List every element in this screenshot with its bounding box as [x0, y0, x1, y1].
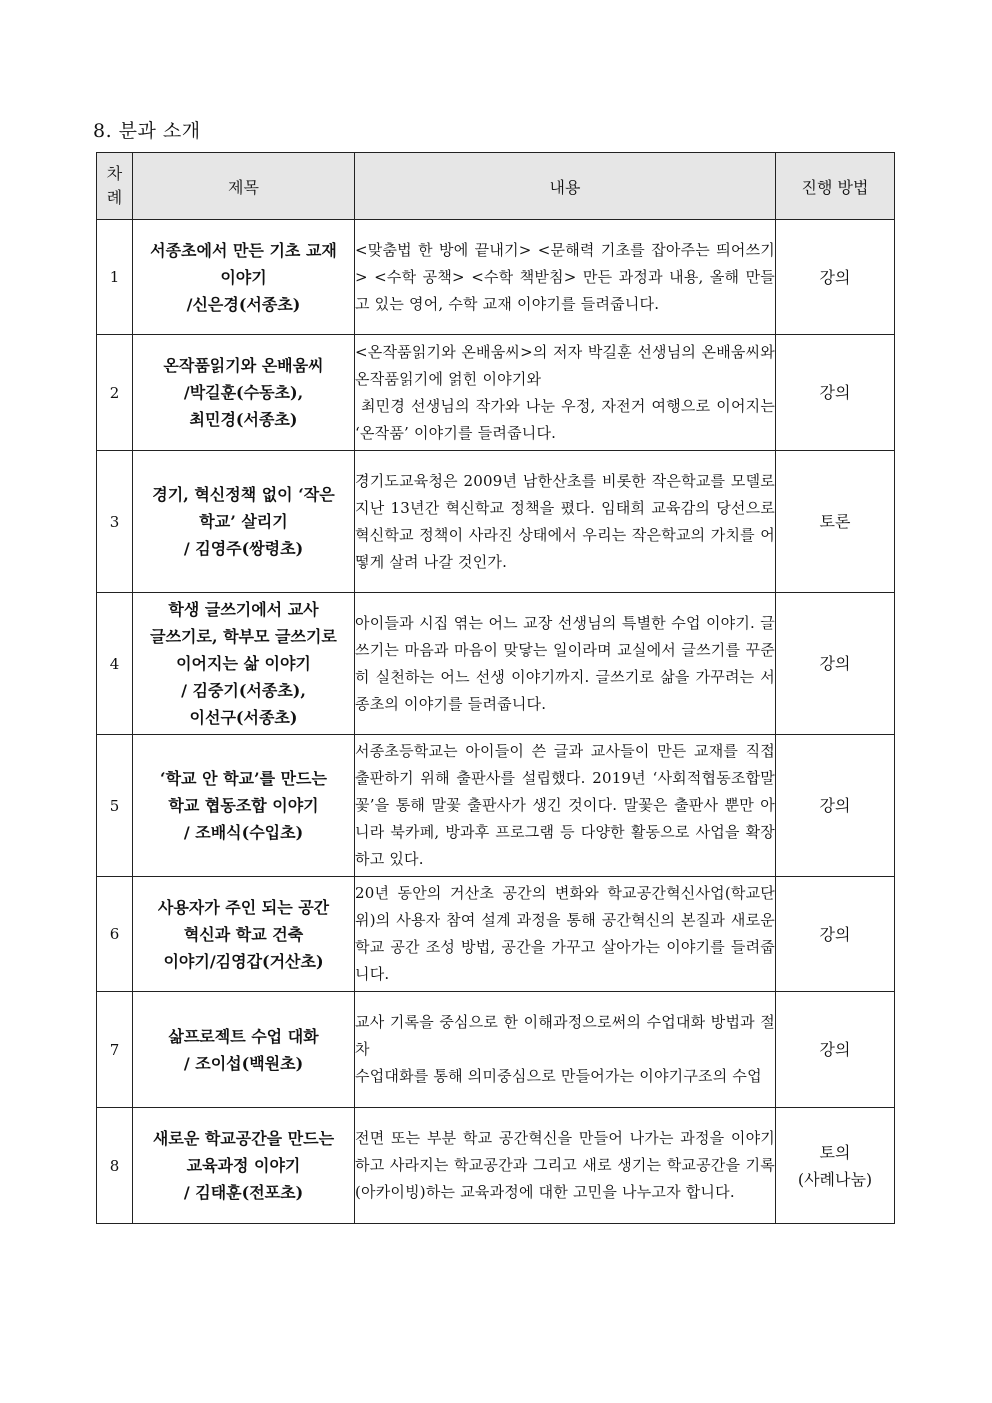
- row-number: 1: [97, 220, 133, 335]
- row-title: [133, 1108, 355, 1224]
- row-title: [133, 451, 355, 593]
- row-number: 2: [97, 335, 133, 451]
- row-title-line: 혁신과 학교 건축: [183, 924, 304, 944]
- row-title-line: 교육과정 이야기: [186, 1156, 301, 1175]
- row-title-line: 최민경(서종초): [189, 410, 298, 429]
- row-title-line: 이선구(서종초): [189, 708, 298, 727]
- table-row: [97, 877, 895, 992]
- row-title: [133, 877, 355, 992]
- row-title-line: 이어지는 삶 이야기: [176, 654, 311, 673]
- row-title-line: 글쓰기로, 학부모 글쓰기로: [150, 627, 337, 646]
- header-content: 내용: [355, 153, 776, 220]
- row-method: [776, 335, 895, 451]
- row-content-paragraph: <맞춤법 한 방에 끝내기> <문해력 기초를 잡아주는 띄어쓰기> <수학 공책> <수학 책받침> 만든 과정과 내용, 올해 만들고 있는 영어, 수학 교재 이야기를 들려줍니다.: [355, 240, 775, 313]
- row-title-line: 온작품읽기와 온배움씨: [163, 356, 324, 375]
- row-title-line: / 조이섭(백원초): [183, 1053, 304, 1073]
- row-title-line: 새로운 학교공간을 만드는: [152, 1129, 335, 1148]
- row-title-line: 학교 협동조합 이야기: [168, 796, 319, 815]
- row-method: [776, 451, 895, 593]
- row-title: [133, 735, 355, 877]
- row-content-paragraph: 수업대화를 통해 의미중심으로 만들어가는 이야기구조의 수업: [355, 1067, 762, 1085]
- row-method-line: (사례나눔): [797, 1169, 873, 1189]
- row-content: [355, 735, 780, 877]
- row-number: 8: [97, 1108, 133, 1224]
- table-row: [97, 220, 895, 335]
- row-method-line: 토의: [819, 1142, 851, 1162]
- row-title: [133, 593, 355, 735]
- row-content: [355, 992, 776, 1108]
- row-title-line: 경기, 혁신정책 없이 ‘작은: [152, 485, 335, 504]
- row-content-paragraph: 아이들과 시집 엮는 어느 교장 선생님의 특별한 수업 이야기. 글쓰기는 마음과 마음이 맞닿는 일이라며 교실에서 글쓰기를 꾸준히 실천하는 어느 선생 이야기까지. 글쓰기로 삶을 가꾸려는 서종초의 이야기를 들려줍니다.: [355, 613, 775, 713]
- row-title-line: / 조배식(수입초): [183, 823, 304, 842]
- row-method-line: 강의: [819, 1040, 851, 1059]
- row-content-paragraph: 교사 기록을 중심으로 한 이해과정으로써의 수업대화 방법과 절차: [355, 1013, 775, 1058]
- session-table: [96, 152, 895, 1224]
- row-content: [355, 877, 780, 992]
- row-title-line: / 김중기(서종초),: [181, 681, 306, 700]
- header-number-line: 례: [106, 188, 123, 207]
- table-row: [97, 451, 895, 593]
- row-title-line: 학생 글쓰기에서 교사: [168, 600, 319, 619]
- row-method: [776, 992, 895, 1108]
- row-content-paragraph: 서종초등학교는 아이들이 쓴 글과 교사들이 만든 교재를 직접 출판하기 위해 출판사를 설립했다. 2019년 ‘사회적협동조합말꽃’을 통해 말꽃 출판사가 생긴 것이다. 말꽃은 출판사 뿐만 아니라 북카페, 방과후 프로그램 등 다양한 활동으로 사업을 확장하고 있다.: [355, 742, 780, 868]
- row-method: [776, 593, 895, 735]
- row-title-line: 이야기/김영갑(거산초): [163, 951, 324, 971]
- row-title-line: / 김영주(쌍령초): [183, 539, 304, 558]
- row-title-line: /신은경(서종초): [186, 294, 301, 314]
- row-method: [776, 877, 895, 992]
- row-number: 7: [97, 992, 133, 1108]
- table-header-row: [97, 153, 895, 220]
- row-number: 3: [97, 451, 133, 593]
- header-method: 진행 방법: [776, 153, 895, 220]
- row-number: 5: [97, 735, 133, 877]
- row-number: 6: [97, 877, 133, 992]
- row-content: [355, 593, 776, 735]
- table-row: [97, 1108, 895, 1224]
- table-body: [97, 220, 895, 1224]
- row-title-line: /박길훈(수동초),: [183, 383, 304, 402]
- row-method-line: 강의: [819, 796, 851, 815]
- row-content: [355, 1108, 776, 1224]
- row-content: [355, 220, 776, 335]
- header-number-line: 차: [106, 164, 123, 183]
- row-title-line: 서종초에서 만든 기초 교재: [150, 240, 337, 260]
- row-content-paragraph: <온작품읽기와 온배움씨>의 저자 박길훈 선생님의 온배움씨와 온작품읽기에 얽힌 이야기와: [355, 342, 780, 388]
- table-row: [97, 992, 895, 1108]
- row-content-paragraph: 전면 또는 부분 학교 공간혁신을 만들어 나가는 과정을 이야기하고 사라지는 학교공간과 그리고 새로 생기는 학교공간을 기록(아카이빙)하는 교육과정에 대한 고민을 나누고자 합니다.: [355, 1129, 775, 1201]
- row-content: [355, 335, 780, 451]
- row-content-paragraph: 경기도교육청은 2009년 남한산초를 비롯한 작은학교를 모델로 지난 13년간 혁신학교 정책을 폈다. 임태희 교육감의 당선으로 혁신학교 정책이 사라진 상태에서 우리는 작은학교의 가치를 어떻게 살려 나갈 것인가.: [355, 471, 780, 571]
- header-title: 제목: [133, 153, 355, 220]
- row-method-line: 강의: [819, 383, 851, 402]
- row-title-line: 이야기: [220, 267, 267, 287]
- row-title-line: 학교’ 살리기: [199, 512, 288, 531]
- row-method: [776, 735, 895, 877]
- row-content: [355, 451, 780, 593]
- table-row: [97, 335, 895, 451]
- header-number: [97, 153, 133, 220]
- row-number: 4: [97, 593, 133, 735]
- row-title-line: / 김태훈(전포초): [183, 1183, 304, 1202]
- section-title: 8. 분과 소개: [93, 120, 201, 142]
- row-title: [133, 992, 355, 1108]
- row-title-line: 삶프로젝트 수업 대화: [168, 1026, 319, 1046]
- row-method: [776, 220, 895, 335]
- row-method: [776, 1108, 895, 1224]
- row-method-line: 강의: [819, 654, 851, 673]
- table-row: [97, 593, 895, 735]
- row-method-line: 강의: [819, 924, 851, 944]
- row-content-paragraph: 최민경 선생님의 작가와 나눈 우정, 자전거 여행으로 이어지는 ‘온작품’ 이야기를 들려줍니다.: [355, 396, 780, 442]
- row-title: [133, 335, 355, 451]
- row-title-line: 사용자가 주인 되는 공간: [157, 897, 330, 917]
- table-row: [97, 735, 895, 877]
- row-method-line: 강의: [819, 267, 851, 287]
- row-title: [133, 220, 355, 335]
- row-title-line: ‘학교 안 학교’를 만드는: [160, 769, 327, 788]
- row-method-line: 토론: [819, 512, 851, 531]
- row-content-paragraph: 20년 동안의 거산초 공간의 변화와 학교공간혁신사업(학교단위)의 사용자 참여 설계 과정을 통해 공간혁신의 본질과 새로운 학교 공간 조성 방법, 공간을 가꾸고 살아가는 이야기를 들려줍니다.: [355, 884, 780, 983]
